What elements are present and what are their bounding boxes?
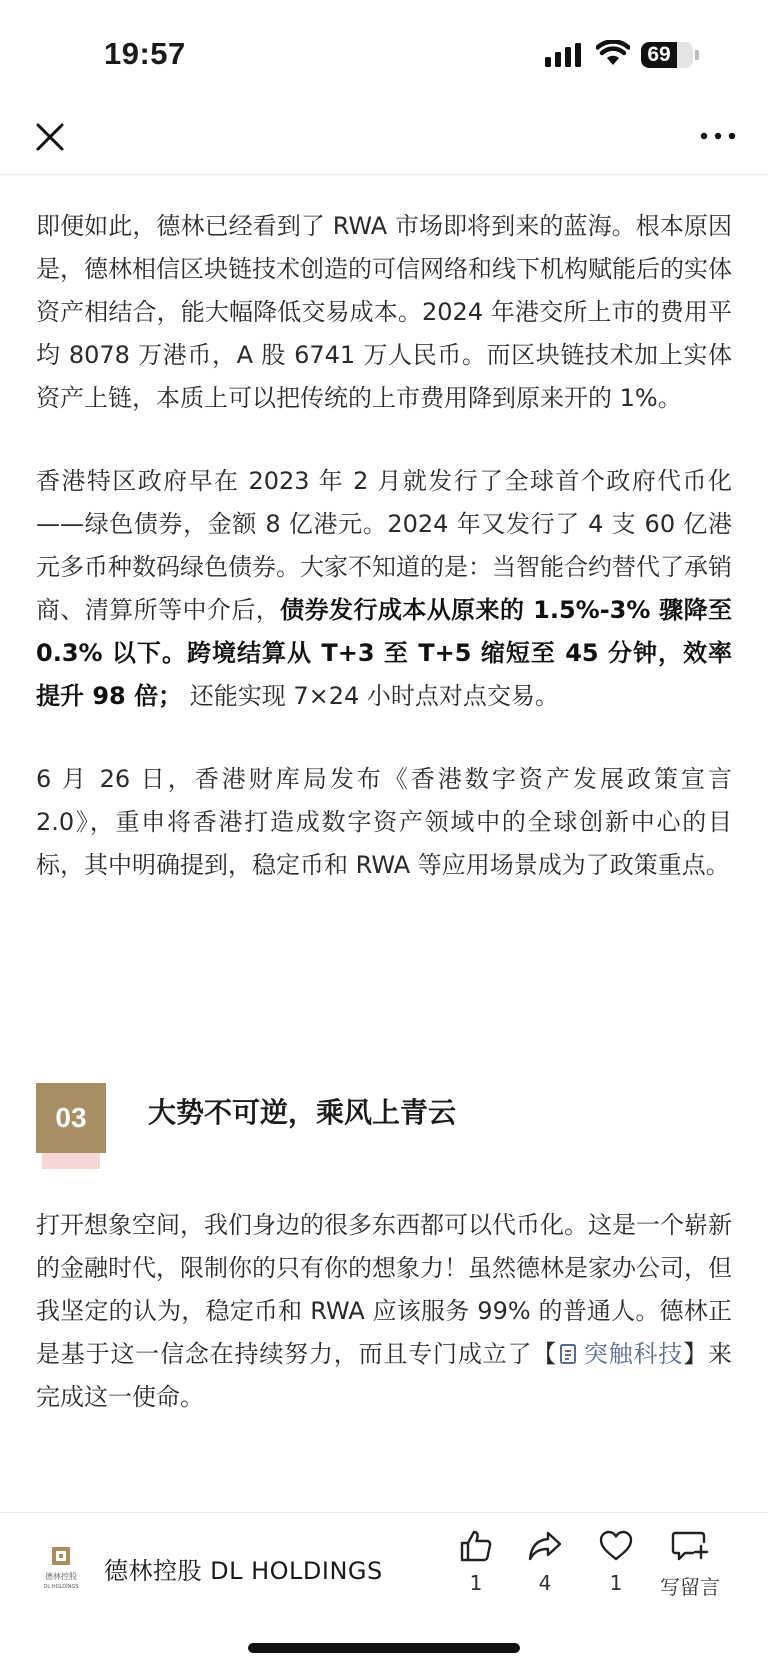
share-arrow-icon — [528, 1529, 562, 1563]
paragraph-2-bold: 债券发行成本从原来的 1.5%-3% 骤降至 0.3% 以下。跨境结算从 T+3 至 T+5 缩短至 45 分钟，效率提升 98 倍； — [36, 596, 733, 710]
battery-cap — [695, 50, 699, 60]
paragraph-4-tail: 】来完成这一使命。 — [36, 1340, 733, 1411]
wifi-icon — [596, 40, 630, 66]
section-number-underline — [42, 1153, 100, 1169]
thumbs-up-icon — [459, 1529, 493, 1563]
section-heading — [36, 1083, 732, 1173]
document-link-icon — [559, 1343, 579, 1365]
favorite-button[interactable] — [576, 1529, 656, 1595]
logo-text-en: DL HOLDINGS — [43, 1584, 79, 1590]
close-icon[interactable] — [32, 119, 68, 155]
account-logo[interactable] — [40, 1543, 82, 1593]
section-number: 03 — [36, 1083, 106, 1153]
paragraph-4 — [36, 1204, 732, 1419]
home-indicator[interactable] — [248, 1643, 520, 1653]
paragraph-1: 即便如此，德林已经看到了 RWA 市场即将到来的蓝海。根本原因是，德林相信区块链技术创造的可信网络和线下机构赋能后的实体资产相结合，能大幅降低交易成本。2024 年港交所上市的费用平均 8078 万港币，A 股 6741 万人民币。而区块链技术加上实体资产上链，本质上可以把传统的上市费用降到原来开的 1%。 — [36, 212, 732, 412]
article-body-continued — [36, 1204, 732, 1419]
share-button[interactable] — [505, 1529, 585, 1595]
share-count: 4 — [538, 1571, 552, 1595]
write-comment-button[interactable] — [645, 1529, 735, 1600]
like-button[interactable] — [436, 1529, 516, 1595]
cellular-signal-icon — [545, 43, 583, 67]
battery-level-text: 69 — [647, 43, 671, 66]
more-options-icon[interactable] — [698, 126, 738, 146]
favorite-count: 1 — [609, 1571, 623, 1595]
inline-link-tuchu-tech[interactable] — [557, 1340, 683, 1368]
paragraph-3: 6 月 26 日，香港财库局发布《香港数字资产发展政策宣言 2.0》，重申将香港打造成数字资产领域中的全球创新中心的目标，其中明确提到，稳定币和 RWA 等应用场景成为了政策重点。 — [36, 765, 732, 879]
paragraph-2 — [36, 460, 732, 718]
like-count: 1 — [469, 1571, 483, 1595]
account-name[interactable]: 德林控股 DL HOLDINGS — [104, 1557, 383, 1585]
nav-bar — [0, 110, 768, 175]
heart-icon — [599, 1529, 633, 1563]
status-time: 19:57 — [104, 36, 186, 71]
paragraph-2-text: 香港特区政府早在 2023 年 2 月就发行了全球首个政府代币化——绿色债券，金额 8 亿港元。2024 年又发行了 4 支 60 亿港元多币种数码绿色债券。大家不知道的是：当智能合约替代了承销商、清算所等中介后， — [36, 467, 732, 624]
logo-text-cn: 德林控股 — [45, 1572, 77, 1581]
battery-indicator — [641, 42, 693, 68]
status-bar — [0, 0, 768, 110]
section-title: 大势不可逆，乘风上青云 — [148, 1096, 457, 1129]
paragraph-4-text: 打开想象空间，我们身边的很多东西都可以代币化。这是一个崭新的金融时代，限制你的只有你的想象力！虽然德林是家办公司，但我坚定的认为，稳定币和 RWA 应该服务 99% 的普通人。德林正是基于这一信念在持续努力，而且专门成立了【 — [36, 1211, 732, 1368]
write-comment-label: 写留言 — [660, 1575, 720, 1599]
article-body — [36, 205, 732, 927]
inline-link-label: 突触科技 — [583, 1340, 684, 1368]
comment-add-icon — [671, 1529, 709, 1563]
paragraph-2-tail: 还能实现 7×24 小时点对点交易。 — [182, 682, 559, 710]
